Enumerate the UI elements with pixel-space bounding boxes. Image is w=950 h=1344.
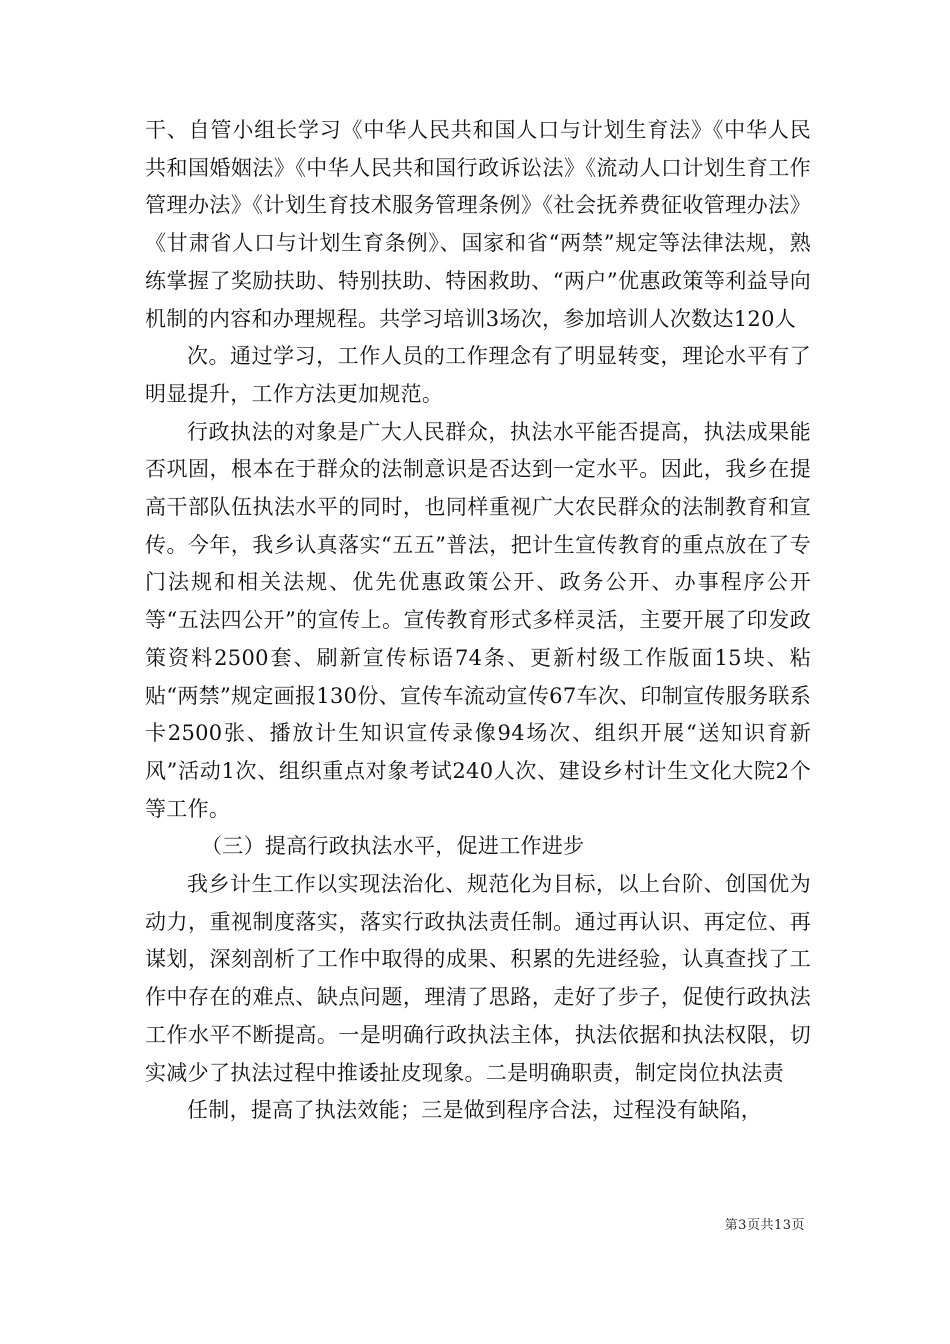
paragraph-study-results: 次。通过学习，工作人员的工作理念有了明显转变，理论水平有了明显提升，工作方法更加规范。 [145,344,811,406]
paragraph-enforcement-improvement: 我乡计生工作以实现法治化、规范化为目标，以上台阶、创国优为动力，重视制度落实，落实行政执法责任制。通过再认识、再定位、再谋划，深刻剖析了工作中取得的成果、积累的先进经验，认真查找了工作中存在的难点、缺点问题，理清了思路，走好了步子，促使行政执法工作水平不断提高。一是明确行政执法主体，执法依据和执法权限，切实减少了执法过程中推诿扯皮现象。二是明确职责，制定岗位执法责 [145,872,811,1085]
section-heading-3: （三）提高行政执法水平，促进工作进步 [201,834,585,859]
document-body [145,112,811,1130]
page-number-footer: 第3页共13页 [724,1218,805,1233]
paragraph-legal-publicity: 行政执法的对象是广大人民群众，执法水平能否提高，执法成果能否巩固，根本在于群众的法制意识是否达到一定水平。因此，我乡在提高干部队伍执法水平的同时，也同样重视广大农民群众的法制教育和宣传。今年，我乡认真落实“五五”普法，把计生宣传教育的重点放在了专门法规和相关法规、优先优惠政策公开、政务公开、办事程序公开等“五法四公开”的宣传上。宣传教育形式多样灵活，主要开展了印发政策资料2500套、刷新宣传标语74条、更新村级工作版面15块、粘贴“两禁”规定画报130份、宣传车流动宣传67车次、印制宣传服务联系卡2500张、播放计生知识宣传录像94场次、组织开展“送知识育新风”活动1次、组织重点对象考试240人次、建设乡村计生文化大院2个等工作。 [145,419,811,821]
paragraph-study-laws: 干、自管小组长学习《中华人民共和国人口与计划生育法》《中华人民共和国婚姻法》《中华人民共和国行政诉讼法》《流动人口计划生育工作管理办法》《计划生育技术服务管理条例》《社会抚养费征收管理办法》《甘肃省人口与计划生育条例》、国家和省“两禁”规定等法律法规，熟练掌握了奖励扶助、特别扶助、特困救助、“两户”优惠政策等利益导向机制的内容和办理规程。共学习培训3场次，参加培训人次数达120人 [145,118,811,331]
paragraph-enforcement-continued: 任制，提高了执法效能；三是做到程序合法，过程没有缺陷， [187,1098,763,1123]
